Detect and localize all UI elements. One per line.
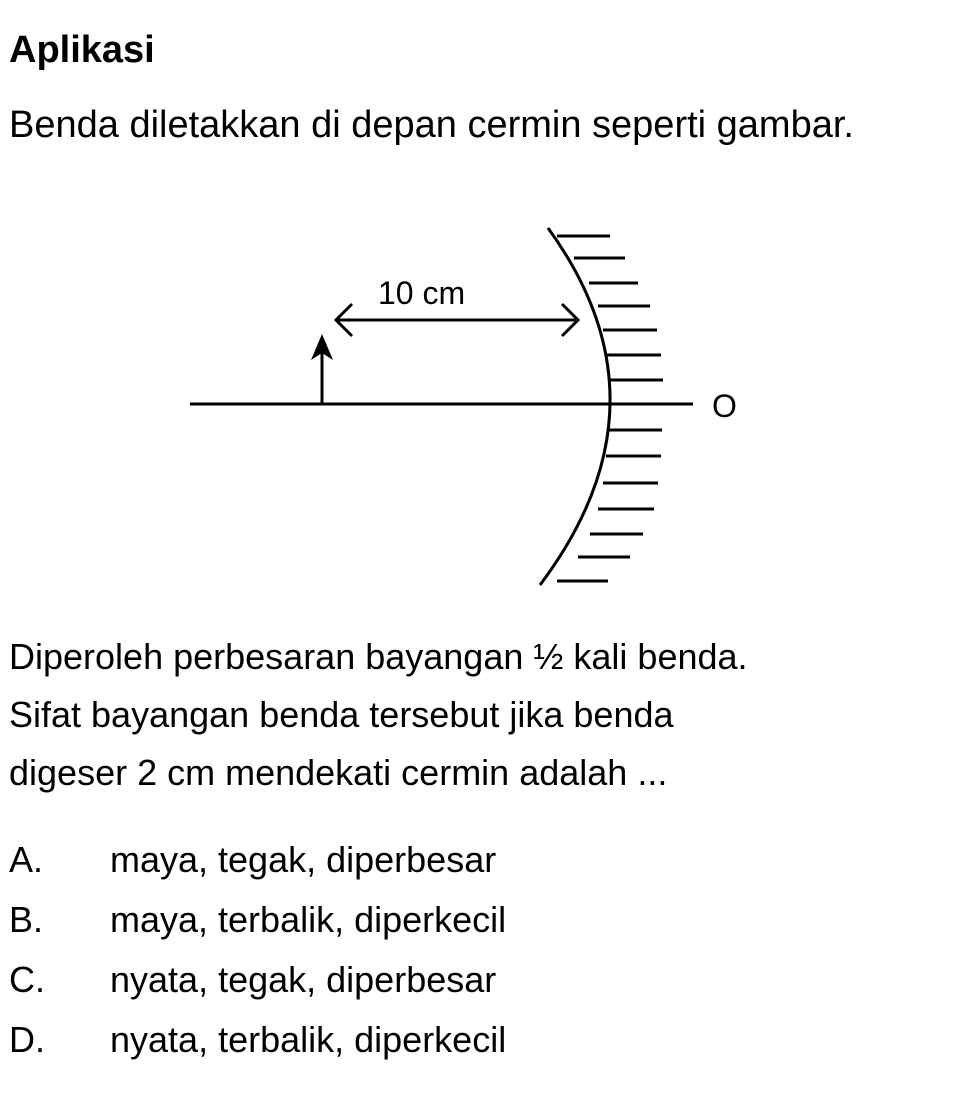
option-d[interactable] bbox=[9, 1010, 939, 1070]
option-letter: A. bbox=[9, 839, 44, 880]
option-b[interactable] bbox=[9, 890, 939, 950]
option-text: maya, tegak, diperbesar bbox=[110, 839, 497, 880]
option-a[interactable] bbox=[9, 830, 939, 890]
option-letter: D. bbox=[9, 1019, 45, 1060]
distance-label: 10 cm bbox=[378, 275, 466, 311]
option-text: nyata, tegak, diperbesar bbox=[110, 959, 497, 1000]
question-line-2: Sifat bayangan benda tersebut jika benda bbox=[9, 694, 674, 735]
question-line-1: Diperoleh perbesaran bayangan ½ kali benda. bbox=[9, 636, 748, 677]
option-letter: B. bbox=[9, 899, 44, 940]
option-c[interactable] bbox=[9, 950, 939, 1010]
answer-options bbox=[9, 830, 939, 1070]
section-title: Aplikasi bbox=[9, 29, 155, 71]
option-letter: C. bbox=[9, 959, 45, 1000]
intro-text: Benda diletakkan di depan cermin seperti gambar. bbox=[9, 104, 854, 146]
question-text bbox=[9, 628, 944, 802]
option-text: maya, terbalik, diperkecil bbox=[110, 899, 507, 940]
option-text: nyata, terbalik, diperkecil bbox=[110, 1019, 507, 1060]
question-line-3: digeser 2 cm mendekati cermin adalah ... bbox=[9, 752, 668, 793]
mirror-point-label: O bbox=[712, 388, 737, 424]
